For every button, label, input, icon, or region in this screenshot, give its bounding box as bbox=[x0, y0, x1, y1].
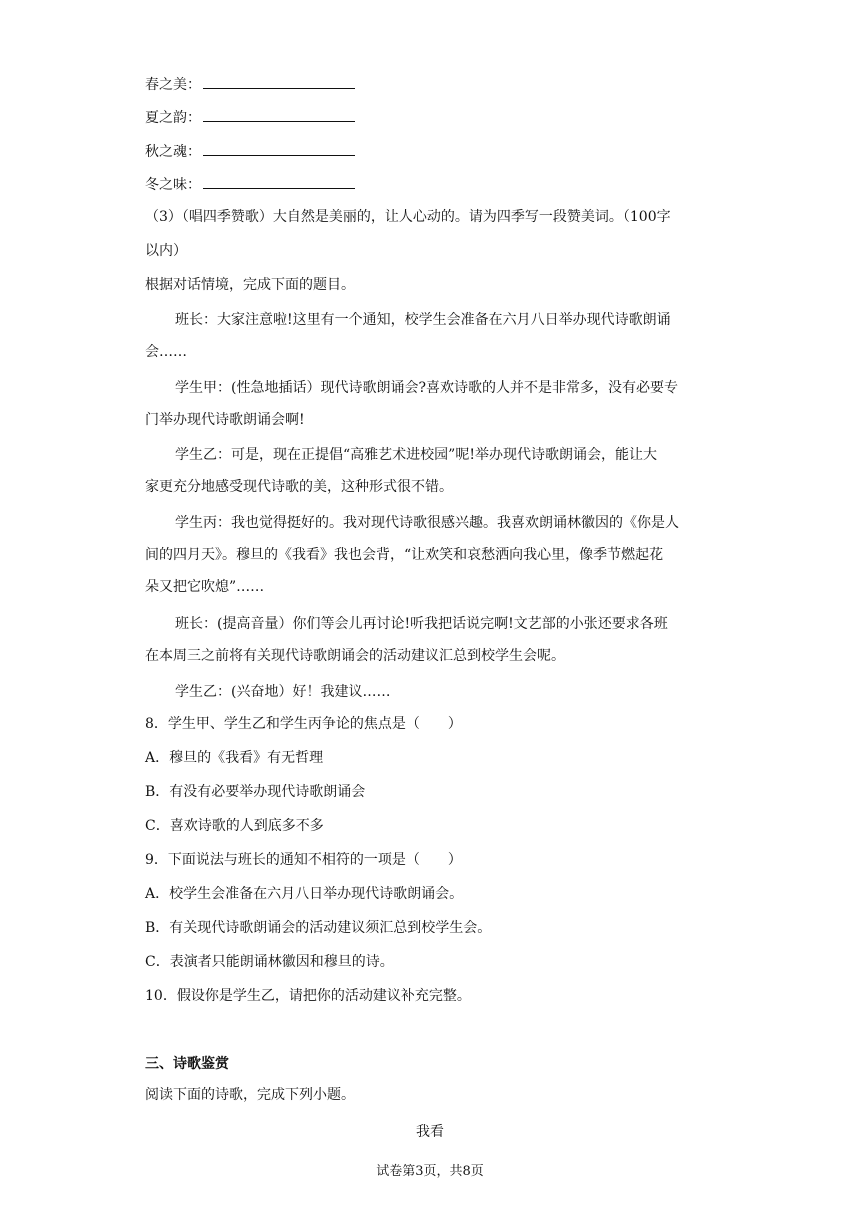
dialogue-line: 学生乙：可是，现在正提倡“高雅艺术进校园”呢!举办现代诗歌朗诵会，能让大 bbox=[175, 447, 657, 463]
dialogue-intro: 根据对话情境，完成下面的题目。 bbox=[145, 277, 355, 293]
dialogue-line: 间的四月天》。穆旦的《我看》我也会背，“让欢笑和哀愁洒向我心里，像季节燃起花 bbox=[145, 547, 664, 563]
fill-line-spring bbox=[145, 73, 355, 95]
answer-blank[interactable] bbox=[203, 73, 355, 89]
fill-line-winter bbox=[145, 173, 355, 195]
question-8-option-c[interactable]: C．喜欢诗歌的人到底多不多 bbox=[145, 818, 324, 834]
fill-label: 春之美： bbox=[145, 77, 201, 93]
fill-line-autumn bbox=[145, 140, 355, 162]
question-8-option-b[interactable]: B．有没有必要举办现代诗歌朗诵会 bbox=[145, 784, 366, 800]
question-9-option-a[interactable]: A．校学生会准备在六月八日举办现代诗歌朗诵会。 bbox=[145, 886, 464, 902]
dialogue-line: 学生甲：(性急地插话）现代诗歌朗诵会?喜欢诗歌的人并不是非常多，没有必要专 bbox=[175, 380, 678, 396]
fill-label: 秋之魂： bbox=[145, 144, 201, 160]
dialogue-line: 门举办现代诗歌朗诵会啊! bbox=[145, 412, 305, 428]
answer-blank[interactable] bbox=[203, 140, 355, 156]
page-footer: 试卷第3页，共8页 bbox=[376, 1164, 484, 1179]
question-9-option-b[interactable]: B．有关现代诗歌朗诵会的活动建议须汇总到校学生会。 bbox=[145, 920, 492, 936]
dialogue-line: 会…… bbox=[145, 344, 187, 360]
poem-title: 我看 bbox=[416, 1124, 444, 1140]
dialogue-line: 学生乙：(兴奋地）好！我建议…… bbox=[175, 684, 391, 700]
fill-label: 夏之韵： bbox=[145, 110, 201, 126]
answer-blank[interactable] bbox=[203, 106, 355, 122]
dialogue-line: 家更充分地感受现代诗歌的美，这种形式很不错。 bbox=[145, 479, 453, 495]
section-heading: 三、诗歌鉴赏 bbox=[145, 1056, 229, 1072]
dialogue-line: 班长：(提高音量）你们等会儿再讨论!听我把话说完啊!文艺部的小张还要求各班 bbox=[175, 616, 668, 632]
question-9-stem: 9．下面说法与班长的通知不相符的一项是（ ） bbox=[145, 852, 462, 868]
question-8-option-a[interactable]: A．穆旦的《我看》有无哲理 bbox=[145, 750, 324, 766]
fill-line-summer bbox=[145, 106, 355, 128]
question-3-line1: （3）（唱四季赞歌）大自然是美丽的，让人心动的。请为四季写一段赞美词。（100字 bbox=[145, 209, 671, 225]
question-3-line2: 以内） bbox=[145, 243, 187, 259]
section-intro: 阅读下面的诗歌，完成下列小题。 bbox=[145, 1087, 355, 1103]
question-9-option-c[interactable]: C．表演者只能朗诵林徽因和穆旦的诗。 bbox=[145, 954, 394, 970]
dialogue-line: 班长：大家注意啦!这里有一个通知，校学生会准备在六月八日举办现代诗歌朗诵 bbox=[175, 312, 671, 328]
dialogue-line: 朵又把它吹熄”…… bbox=[145, 579, 265, 595]
answer-blank[interactable] bbox=[203, 173, 355, 189]
fill-label: 冬之味： bbox=[145, 177, 201, 193]
dialogue-line: 在本周三之前将有关现代诗歌朗诵会的活动建议汇总到校学生会呢。 bbox=[145, 648, 565, 664]
question-10-stem: 10．假设你是学生乙，请把你的活动建议补充完整。 bbox=[145, 988, 471, 1004]
dialogue-line: 学生丙：我也觉得挺好的。我对现代诗歌很感兴趣。我喜欢朗诵林徽因的《你是人 bbox=[175, 515, 679, 531]
question-8-stem: 8．学生甲、学生乙和学生丙争论的焦点是（ ） bbox=[145, 716, 462, 732]
